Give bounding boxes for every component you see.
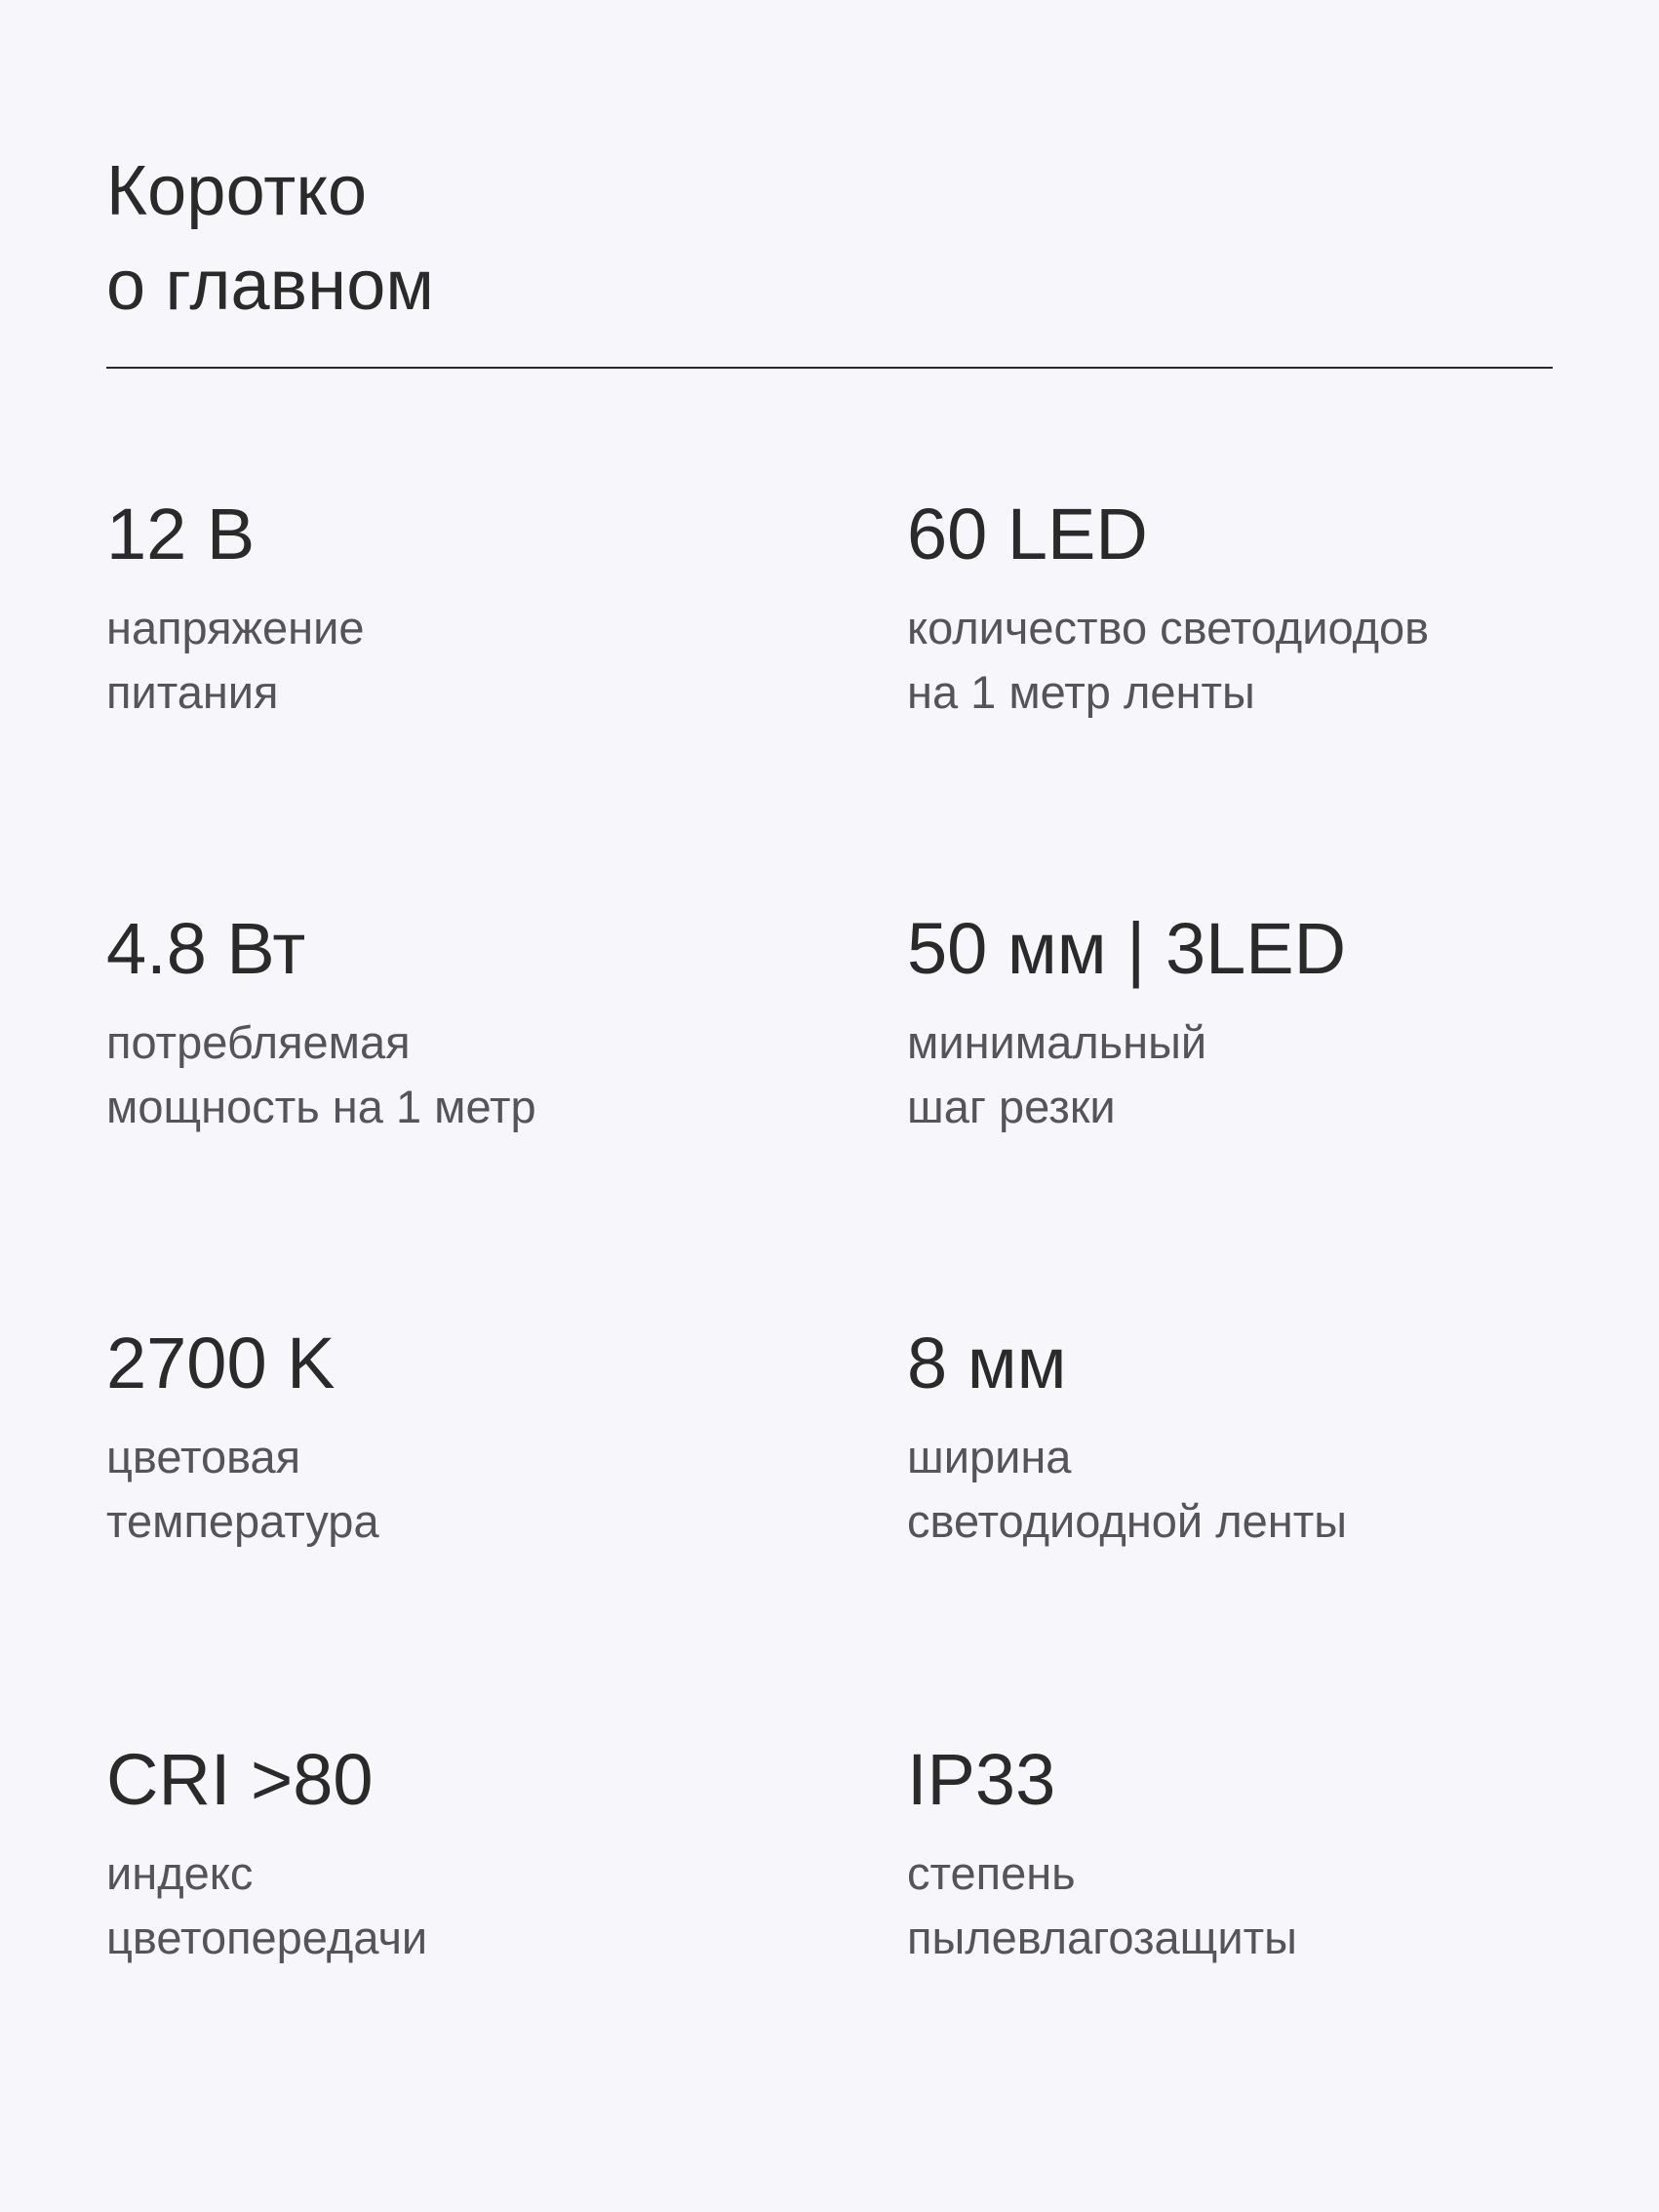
spec-led-count [907, 491, 1609, 725]
spec-label-line: степень [907, 1847, 1076, 1899]
spec-value: 60 LED [907, 494, 1148, 574]
spec-label [907, 596, 1609, 725]
spec-label [907, 1841, 1609, 1970]
spec-label-line: минимальный [907, 1016, 1207, 1068]
spec-power [106, 905, 809, 1139]
spec-value: IP33 [907, 1739, 1056, 1820]
spec-label-line: ширина [907, 1431, 1072, 1482]
spec-label [907, 1010, 1609, 1139]
divider [106, 367, 1553, 369]
spec-label-line: питания [106, 666, 279, 718]
spec-label [106, 1841, 809, 1970]
spec-color-temperature [106, 1320, 809, 1554]
spec-label-line: количество светодиодов [907, 602, 1430, 653]
spec-ip-rating [907, 1736, 1609, 1970]
spec-label [106, 1425, 809, 1554]
spec-label-line: мощность на 1 метр [106, 1081, 536, 1132]
spec-label-line: шаг резки [907, 1081, 1116, 1132]
spec-voltage [106, 491, 809, 725]
spec-width [907, 1320, 1609, 1554]
spec-value: 4.8 Вт [106, 908, 306, 989]
spec-label-line: потребляемая [106, 1016, 411, 1068]
page-title [106, 144, 434, 334]
spec-value: CRI >80 [106, 1739, 374, 1820]
spec-value: 8 мм [907, 1323, 1067, 1403]
spec-cri [106, 1736, 809, 1970]
spec-label-line: температура [106, 1495, 379, 1547]
spec-label [907, 1425, 1609, 1554]
spec-value: 50 мм | 3LED [907, 908, 1347, 989]
spec-label-line: на 1 метр ленты [907, 666, 1255, 718]
spec-label-line: пылевлагозащиты [907, 1912, 1297, 1963]
spec-label-line: индекс [106, 1847, 254, 1899]
spec-label-line: напряжение [106, 602, 365, 653]
spec-label [106, 596, 809, 725]
spec-value: 2700 K [106, 1323, 336, 1403]
spec-value: 12 В [106, 494, 256, 574]
spec-label-line: светодиодной ленты [907, 1495, 1348, 1547]
spec-label-line: цветовая [106, 1431, 301, 1482]
spec-cut-step [907, 905, 1609, 1139]
page-title-line-2: о главном [106, 247, 435, 325]
spec-label-line: цветопередачи [106, 1912, 428, 1963]
page-title-line-1: Коротко [106, 152, 368, 230]
spec-label [106, 1010, 809, 1139]
